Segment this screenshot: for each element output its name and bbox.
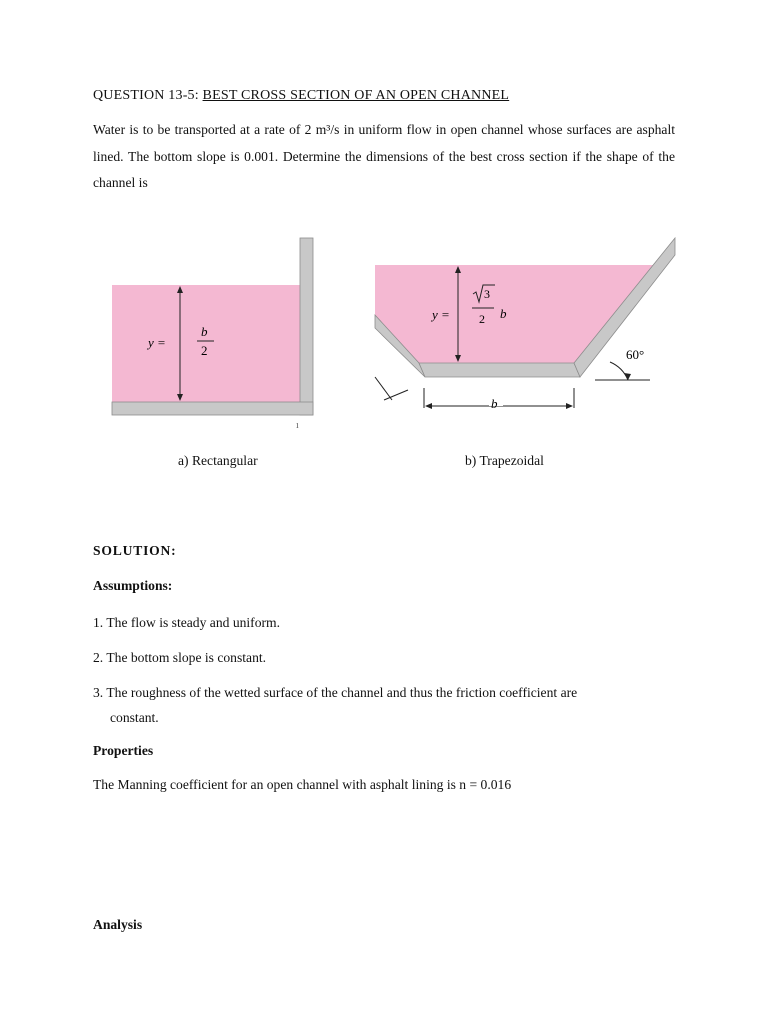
properties-text: The Manning coefficient for an open channel with asphalt lining is n = 0.016	[93, 777, 512, 792]
trap-base-label: b	[491, 396, 498, 411]
trap-angle-label: 60°	[626, 347, 645, 362]
analysis-heading: Analysis	[93, 917, 143, 932]
assumption-3-line2: constant.	[110, 710, 159, 725]
rect-bottom-wall	[112, 402, 313, 415]
assumption-2: 2. The bottom slope is constant.	[93, 650, 267, 665]
trapezoidal-channel-figure	[370, 230, 680, 425]
trap-y-label: y =	[432, 307, 450, 322]
assumption-3	[93, 680, 675, 730]
question-heading: BEST CROSS SECTION OF AN OPEN CHANNEL	[202, 88, 510, 103]
trap-sqrt-num: 3	[484, 287, 490, 301]
rect-y-label: y =	[148, 335, 166, 350]
rectangular-channel-figure	[100, 230, 330, 435]
rect-frac-num: b	[201, 324, 208, 339]
rect-frac-den: 2	[201, 343, 208, 358]
properties-heading: Properties	[93, 743, 154, 758]
assumption-1: 1. The flow is steady and uniform.	[93, 615, 281, 630]
trap-bottom-wall	[419, 363, 580, 377]
assumptions-heading: Assumptions:	[93, 578, 173, 593]
problem-statement: Water is to be transported at a rate of 2 m³/s in uniform flow in open channel whose surfaces are asphalt lined. The bottom slope is 0.001. Determine the dimensions of the best cross section if the shape of the channel is	[93, 122, 675, 190]
question-title	[93, 88, 509, 104]
rect-stray-mark: ı	[296, 420, 299, 431]
caption-trapezoidal: b) Trapezoidal	[465, 453, 544, 468]
trap-b-suffix: b	[500, 306, 507, 321]
rect-right-wall	[300, 238, 313, 415]
trap-frac-den: 2	[479, 312, 485, 326]
question-prefix: QUESTION 13-5:	[93, 88, 203, 103]
caption-rectangular: a) Rectangular	[178, 453, 258, 468]
assumption-3-line1: 3. The roughness of the wetted surface of the channel and thus the friction coefficient are	[93, 685, 578, 700]
solution-heading: SOLUTION:	[93, 543, 177, 558]
